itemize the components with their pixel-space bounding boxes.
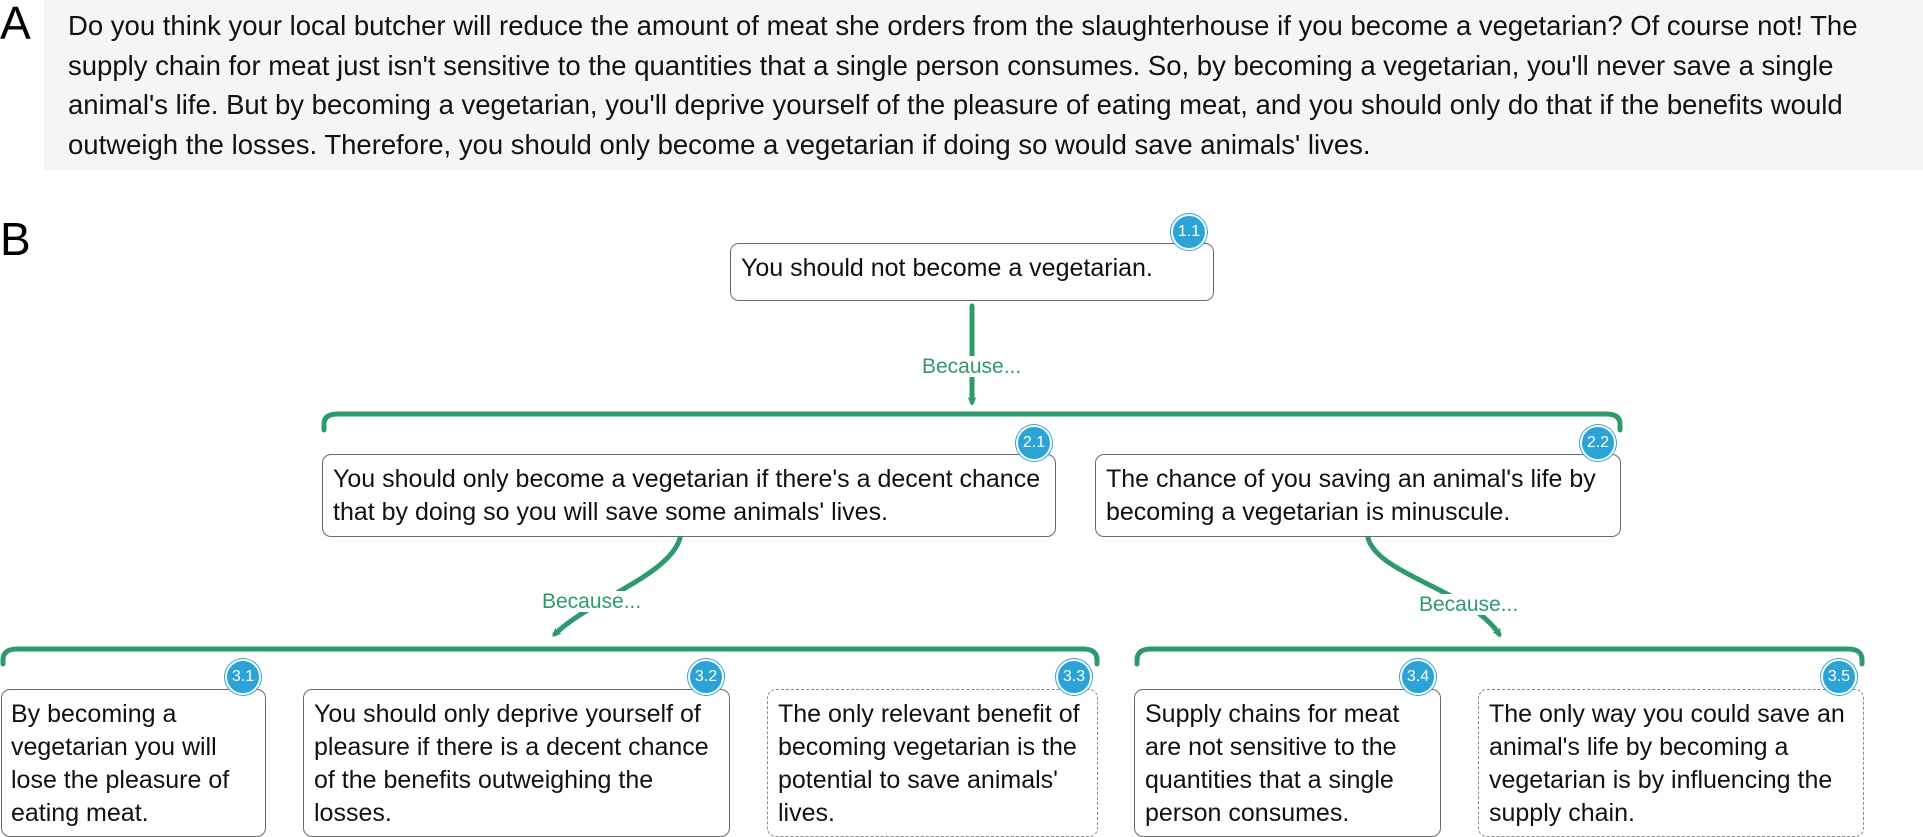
- claim-badge-3-2: 3.2: [688, 659, 724, 695]
- panel-b-letter: B: [0, 213, 31, 265]
- connector-2-1-curve: [555, 538, 680, 634]
- claim-text-3-3: The only relevant benefit of becoming vegetarian is the potential to save animals' lives.: [778, 700, 1080, 827]
- panel-a-letter: A: [0, 0, 31, 49]
- claim-box-3-2: [303, 689, 730, 837]
- claim-box-3-1: [1, 689, 266, 837]
- claim-text-3-5: The only way you could save an animal's life by becoming a vegetarian is by influencing the supply chain.: [1489, 700, 1845, 827]
- claim-text-3-4: Supply chains for meat are not sensitive to the quantities that a single person consumes.: [1145, 700, 1400, 827]
- because-label-1-1: Because...: [922, 355, 1022, 378]
- claim-box-2-1: [322, 454, 1056, 537]
- claim-badge-3-3: 3.3: [1056, 659, 1092, 695]
- claim-text-1-1: You should not become a vegetarian.: [741, 254, 1153, 282]
- bracket-level-2: [324, 414, 1620, 430]
- argument-passage: Do you think your local butcher will reduce the amount of meat she orders from the slaughterhouse if you become a vegetarian? Of course not! The supply chain for meat just isn't sensitive to the quantities that a single person consumes. So, by becoming a vegetarian, you'll never save a single animal's life. But by becoming a vegetarian, you'll deprive yourself of the pleasure of eating meat, and you should only do that if the benefits would outweigh the losses. Therefore, you should only become a vegetarian if doing so would save animals' lives.: [44, 0, 1923, 170]
- claim-box-3-3: [767, 689, 1098, 837]
- claim-badge-3-5: 3.5: [1821, 659, 1857, 695]
- claim-badge-3-1: 3.1: [225, 659, 261, 695]
- claim-text-3-1: By becoming a vegetarian you will lose the pleasure of eating meat.: [11, 700, 230, 827]
- bracket-level-3-left: [3, 649, 1097, 664]
- claim-box-3-4: [1134, 689, 1441, 837]
- because-label-2-2: Because...: [1419, 593, 1519, 616]
- claim-box-2-2: [1095, 454, 1621, 537]
- claim-text-2-2: The chance of you saving an animal's life by becoming a vegetarian is minuscule.: [1106, 465, 1596, 526]
- claim-box-3-5: [1478, 689, 1864, 837]
- claim-box-1-1: [730, 243, 1214, 301]
- connector-2-2-curve: [1368, 538, 1499, 634]
- claim-badge-1-1: 1.1: [1171, 214, 1207, 250]
- claim-badge-2-2: 2.2: [1580, 425, 1616, 461]
- because-label-2-1: Because...: [542, 590, 642, 613]
- claim-text-3-2: You should only deprive yourself of pleasure if there is a decent chance of the benefits outweighing the losses.: [314, 700, 709, 827]
- claim-badge-3-4: 3.4: [1400, 659, 1436, 695]
- bracket-level-3-right: [1137, 649, 1862, 664]
- claim-badge-2-1: 2.1: [1016, 425, 1052, 461]
- claim-text-2-1: You should only become a vegetarian if there's a decent chance that by doing so you will save some animals' lives.: [333, 465, 1041, 526]
